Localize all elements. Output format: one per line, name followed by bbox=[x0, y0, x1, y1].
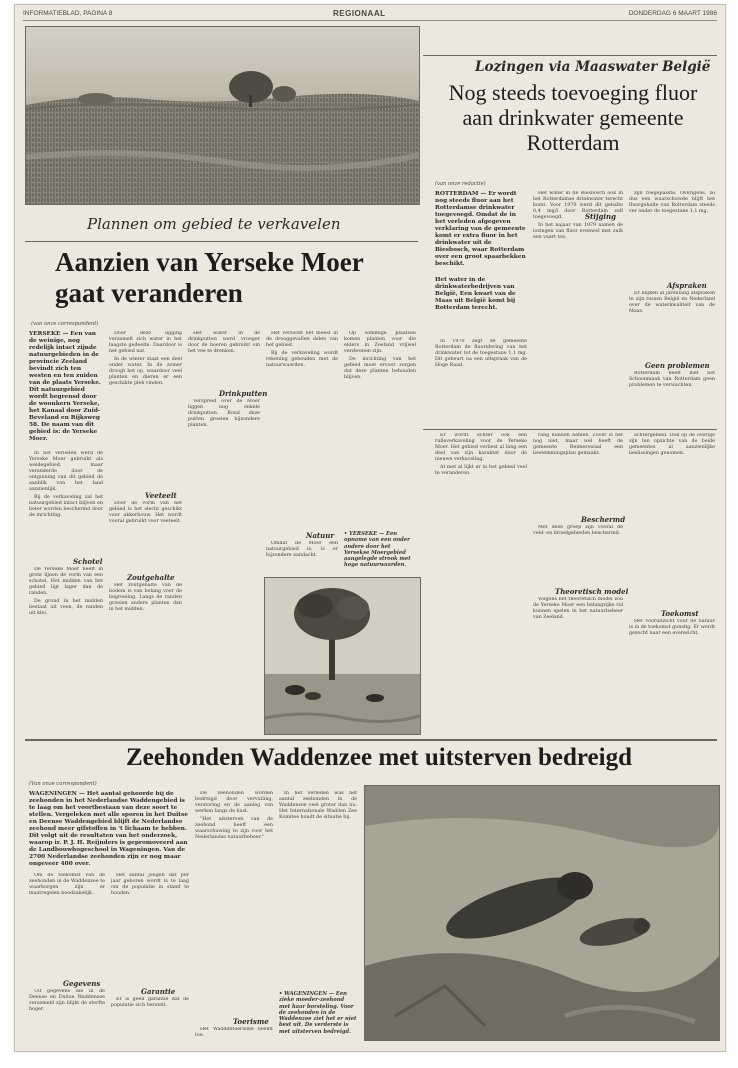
fluor-col1-text: In 1970 zegt de gemeente Rotterdam de fluoridering van het drinkwater tot de toegestane 1,1 mg. Dit gebeurt na een uitspraak van de Hoge Raad. bbox=[435, 339, 527, 368]
seals-byline: (Van onze correspondent) bbox=[29, 781, 97, 787]
moer-byline: (van onze correspondent) bbox=[31, 321, 99, 327]
fluor-sub-stijging: Stijging bbox=[585, 212, 617, 221]
masthead bbox=[23, 8, 717, 21]
fluor-sub-beschermd: Beschermd bbox=[581, 515, 626, 524]
moer-col3-text: Het water in de drinkputten werd vroeger door de boeren gebruikt om het vee te drenken. bbox=[188, 331, 260, 354]
moer-headline: Aanzien van Yerseke Moer gaat veranderen bbox=[55, 247, 364, 308]
moer-sub-zoutgehalte: Zoutgehalte bbox=[127, 573, 175, 582]
seals-col2-text-b: Er is geen garantie dat de populatie zich herstelt. bbox=[111, 997, 189, 1008]
fluor-lead-2: Het water in de drinkwaterbedrijven van België, Een kwart van de Maas uit België komt bij Rotterdam terecht. bbox=[435, 277, 516, 311]
masthead-left: INFORMATIEBLAD, PAGINA 8 bbox=[23, 10, 113, 17]
landscape-photo bbox=[25, 26, 420, 205]
seals-sub-garantie: Garantie bbox=[141, 987, 176, 996]
moer-col4-text: Het vertoont het meest in de drooggevallen delen van het gebied. Bij de verkaveling wordt rekening gehouden met de natuurwaarden. bbox=[266, 331, 338, 368]
seals-col3-text-b: Het Waddentoerisme neemt toe. bbox=[195, 1027, 273, 1038]
seals-sub-toerisme: Toerisme bbox=[233, 1017, 269, 1026]
fluor-lead: ROTTERDAM — Er wordt nog steeds fluor aan het Rotterdamse drinkwater toegevoegd. Omdat de in het verleden afgegeven verklaring van de gemeente komt er extra fluor in het drinkwater uit de Biesbosch, waar Rotterdam over een groot spaarbekken beschikt. bbox=[435, 191, 526, 267]
fluor-byline: (van onze redactie) bbox=[435, 181, 486, 187]
seals-lead: WAGENINGEN — Het aantal gehoorde bij de zeehonden in het Nederlandse Waddengebied is te laag om het voortbestaan van deze soort te stellen. Vergeleken met alle sporen in het Duitse en Deense Waddengebied blijft de Nederlandse zeehond meer gifstoffen in 't lichaam te hebben. Dit volgt uit de resultaten van het onderzoek, waarop ir. P. J. H. Reijnders is gepromoveerd aan de Landbouwhogeschool in Wageningen. Van de 2700 Nederlandse zeehonden zijn er nog maar ongeveer 400 over. bbox=[29, 791, 188, 867]
fluor-col3-text: zijn toegepasste. Overigens, zo dus een waarschuwde blijft het fluorgehalte van Rotterdam steeds ver onder de toegestane 1,1 mg. bbox=[629, 191, 715, 214]
seals-sub-gegevens: Gegevens bbox=[63, 979, 101, 988]
moer-photo-caption: • YERSEKE — Een opname van een onder andere door het Yersekse Moergebied aangelegde strook met hoge natuurwaarden. bbox=[344, 531, 411, 569]
fluor-mid-rule bbox=[423, 429, 717, 430]
moer-sub-veeteelt: Veeteelt bbox=[145, 491, 177, 500]
seal-photo bbox=[364, 785, 720, 1041]
newspaper-page bbox=[14, 4, 726, 1052]
moer-col2-text-c: Het zoutgehalte van de bodem is van belang voor de begroeiing. Langs de randen groeien andere planten dan in het midden. bbox=[109, 583, 182, 612]
moer-col2-text: Door deze ligging verzamelt zich water in het laagste gedeelte. Daardoor is het gebied nat. In de winter staat een deel onder water. In de zomer droogt het op, waardoor veel planten en dieren er een geschikte plek vinden. bbox=[109, 331, 182, 386]
moer-col2-text-b: Door de vorm van het gebied is het slecht geschikt voor akkerbouw. Het wordt vooral gebruikt voor veeteelt. bbox=[109, 501, 182, 524]
seals-caption: • WAGENINGEN — Een zieke moeder-zeehond met haar borsteling. Voor de zeehonden in de Waddenzee ziet het er niet best uit. De verderste is met uitsterven bedreigd. bbox=[279, 991, 357, 1035]
fluor-lower-col2-c: Volgens het theoretisch model zou de Yerseke Moer een belangrijke rol kunnen spelen in het natuurbeheer van Zeeland. bbox=[533, 597, 623, 620]
seals-headline: Zeehonden Waddenzee met uitsterven bedreigd bbox=[125, 744, 632, 771]
seals-top-rule bbox=[25, 739, 717, 741]
fluor-sub-geen-problemen: Geen problemen bbox=[645, 361, 710, 370]
seals-col1-text: Om de toekomst van de zeehonden in de Waddenzee te waarborgen zijn er maatregelen noodzakelijk. bbox=[29, 873, 105, 896]
meadow-tree-graphic bbox=[265, 578, 420, 734]
moer-col5-text: Op sommige plaatsen komen planten voor die elders in Zeeland vrijwel verdwenen zijn. De inrichting van het gebied moet ervoor zorgen dat deze planten behouden blijven. bbox=[344, 331, 416, 380]
moer-sub-schotel: Schotel bbox=[73, 557, 103, 566]
fluor-sub-afspraken: Afspraken bbox=[667, 281, 707, 290]
landscape-photo-graphic bbox=[26, 27, 419, 204]
fluor-lower-col1: Er wordt echter ook een rulleverkaveling voor de Yerseke Moer. Het gebied verliest al lang een deel van zijn karakter door de nieuwe verkaveling. Al met al lijkt er in het gebied veel te veranderen. bbox=[435, 433, 527, 476]
moer-kicker: Plannen om gebied te verkavelen bbox=[87, 215, 341, 233]
seals-col1-text-b: Uit gegevens die in de Deense en Duitse Waddenzee verzameld zijn blijkt de sterfte hoger. bbox=[29, 989, 105, 1012]
fluor-headline: Nog steeds toevoeging fluor aan drinkwater gemeente Rotterdam bbox=[448, 80, 698, 155]
moer-kicker-rule bbox=[25, 241, 418, 242]
fluor-col3-text-c: Rotterdam heeft met het Schoonmaak van Rotterdam geen problemen te verwachten. bbox=[629, 371, 715, 388]
fluor-lower-col2-b: Met deze groep zijn vooral de veld- en broedgebieden beschermd. bbox=[533, 525, 623, 536]
moer-sub-drinkputten: Drinkputten bbox=[219, 389, 268, 398]
fluor-lower-col3: achtergebied. Ook op de overige zijn ten opzichte van de beide gemeentes al aanzienlijke beslissingen genomen. bbox=[629, 433, 715, 456]
moer-col3-text-b: Verspreid over de Moer liggen nog enkele drinkputten. Rond deze putten groeien bijzondere planten. bbox=[188, 399, 260, 428]
fluor-sub-toekomst: Toekomst bbox=[661, 609, 699, 618]
fluor-top-rule bbox=[423, 55, 717, 56]
seals-col3-text: De zeehonden worden bedreigd door vervuiling, verstoring en de aanleg van werken langs de kust. "Het uitsterven van de zeehond heeft een waarschuwing te zijn voor het Nederlandse natuurbeheer." bbox=[195, 791, 273, 840]
fluor-kicker: Lozingen via Maaswater België bbox=[475, 59, 711, 75]
fluor-lower-col2: rang kunnen nemen. Zover is het nog niet, maar wel heeft de gemeente Reimerswaal een bestemmingsplan gemaakt. bbox=[533, 433, 623, 456]
moer-col1-text: In het verleden werd de Yerseke Moer gebruikt als weidegebied, maar veranderde door de ontginning van dit gebied de aanblik van het land aanzienlijk. Bij de verkaveling zal het natuurgebied intact blijven en beter worden beschermd door de inrichting. bbox=[29, 451, 103, 518]
seal-photo-graphic bbox=[365, 786, 719, 1040]
moer-sub-natuur: Natuur bbox=[306, 531, 335, 540]
seals-col4-text: In het verleden was het aantal zeehonden in de Waddenzee veel groter dan nu. Het Internationale Wadden Zee Komitee houdt de situatie bij. bbox=[279, 791, 357, 820]
section-title: REGIONAAL bbox=[333, 9, 386, 18]
fluor-col2-text: Het water in de Biesbosch ook in het Rotterdamse drinkwater terecht komt. Voor 1970 werd dit gehalte 0,4 mg/l door Rotterdam zelf toegevoegd. In het najaar van 1979 namen de lozingen van fluor evenwel met zulk een vaart toe. bbox=[533, 191, 623, 240]
seals-col2-text: Het aantal jongen dat per jaar geboren wordt is te laag om de populatie in stand te houden. bbox=[111, 873, 189, 896]
fluor-sub-theoretisch: Theoretisch model bbox=[555, 587, 629, 596]
meadow-tree-photo bbox=[264, 577, 421, 735]
masthead-date: DONDERDAG 6 MAART 1986 bbox=[628, 10, 717, 17]
moer-lead: YERSEKE — Een van de weinige, nog redelijk intact zijnde natuurgebieden in de provincie Zeeland bevindt zich ten westen en ten zuiden van de plaats Yerseke. Dit natuurgebied wordt begrensd door de woonkern Yerseke, het Kanaal door Zuid-Beveland en Rijksweg 58. De naam van dit gebied is: de Yerseke Moer. bbox=[29, 331, 101, 442]
moer-col1-text-b: De Yerseke Moer heeft in grote lijnen de vorm van een schotel. Het midden van het gebied ligt lager dan de randen. De grond in het midden bestaat uit veen, de randen uit klei. bbox=[29, 567, 103, 616]
fluor-lower-col3-b: Het vooruitzicht voor de natuur is in de toekomst gunstig. Er wordt gezocht naar een evenwicht. bbox=[629, 619, 715, 636]
fluor-col3-text-b: Er blijken al jarenlang afspraken te zijn tussen België en Nederland over de waterkwaliteit van de Maas. bbox=[629, 291, 715, 314]
moer-col4-text-b: Omdat de Moer een natuurgebied is, is er bijzondere aandacht. bbox=[266, 541, 338, 558]
